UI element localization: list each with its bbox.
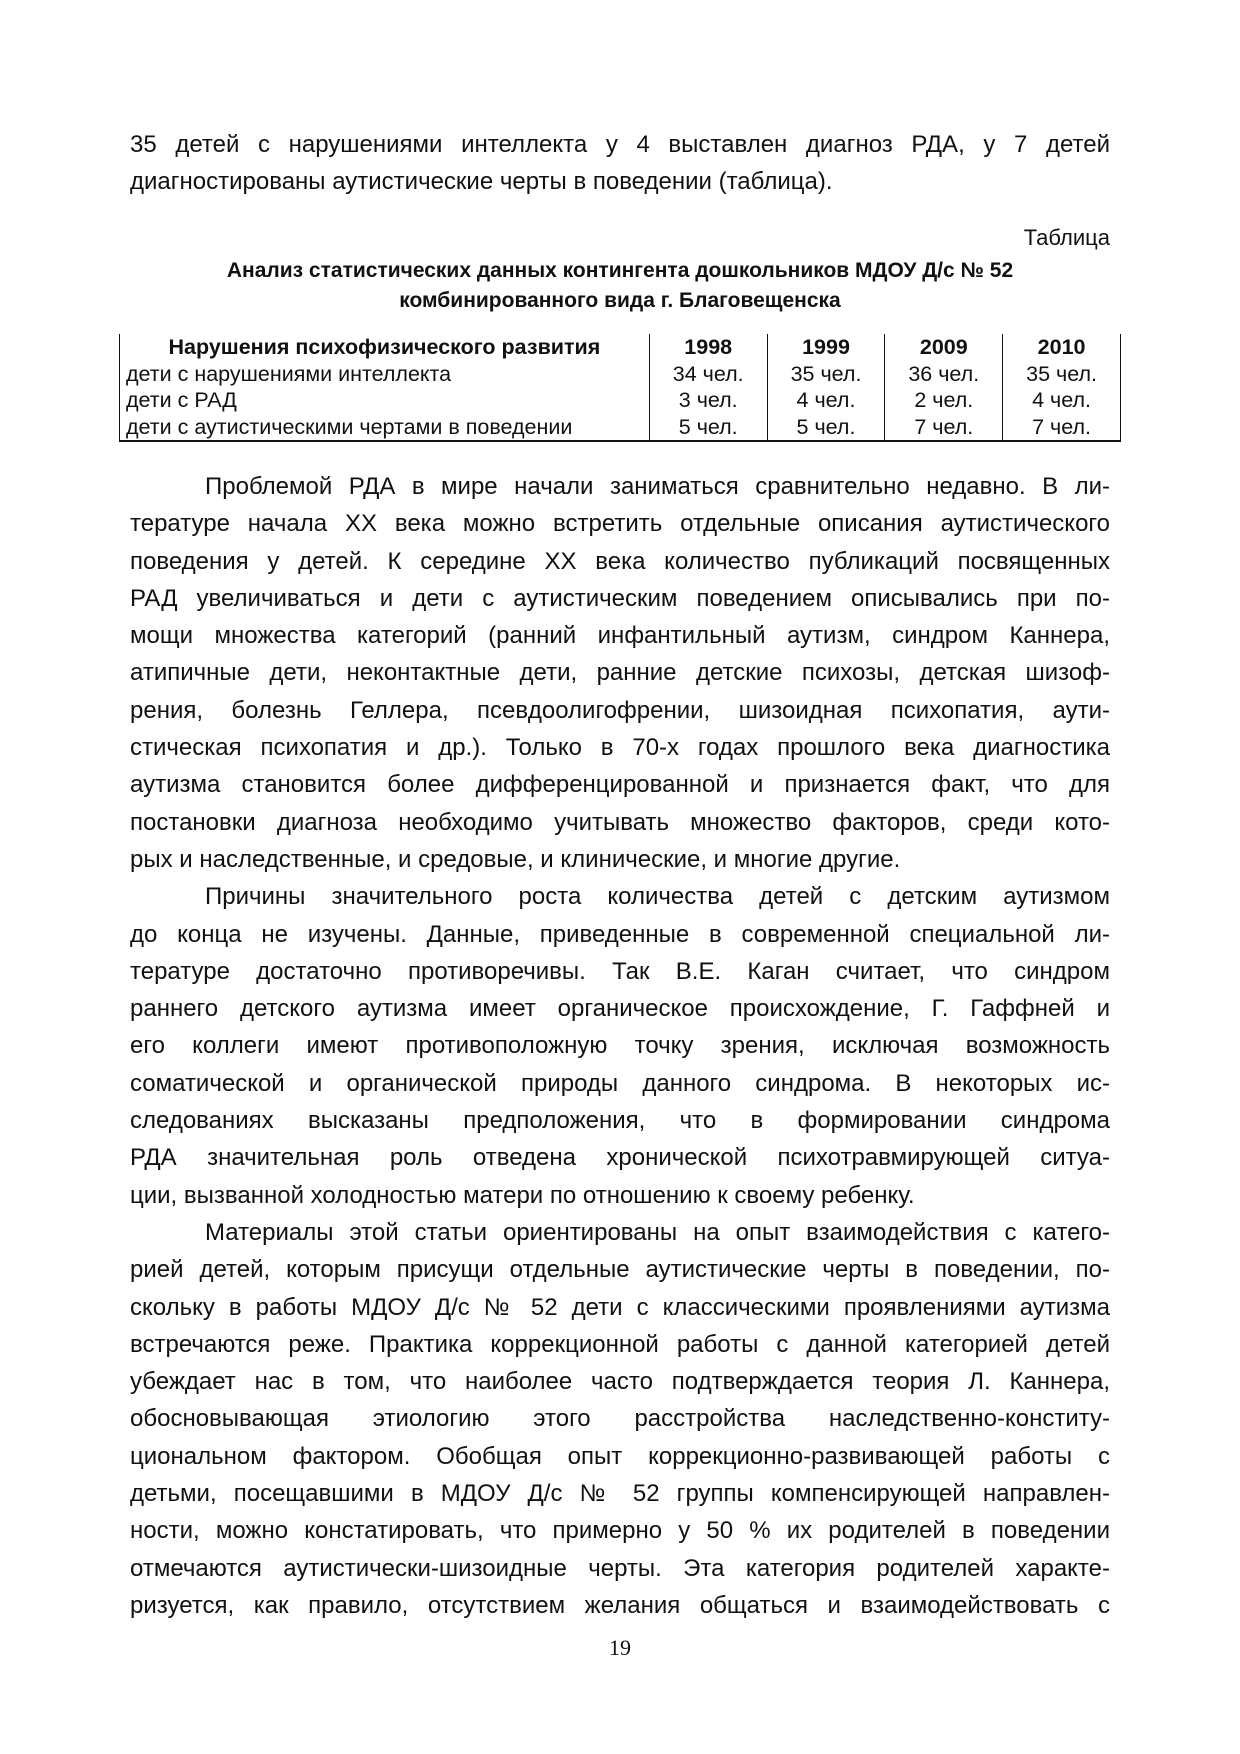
text-line: тературе начала ХХ века можно встретить отдельные описания аутистического: [130, 510, 1110, 538]
text-line: циональном фактором. Обобщая опыт коррекционно-развивающей работы с: [130, 1442, 1110, 1470]
text-line: поведения у детей. К середине ХХ века количество публикаций посвященных: [130, 547, 1110, 575]
cell-value: 36 чел.: [885, 361, 1003, 388]
table-row: [120, 387, 1121, 414]
text-line: следованиях высказаны предположения, что в формировании синдрома: [130, 1107, 1110, 1135]
paragraph: [130, 878, 1110, 1214]
table-header-row: [120, 334, 1121, 361]
text-line: тературе достаточно противоречивы. Так В.Е. Каган считает, что синдром: [130, 957, 1110, 985]
page-number: 19: [609, 1635, 631, 1660]
text-line: обосновывающая этиологию этого расстройства наследственно-конститу-: [130, 1405, 1110, 1433]
text-line: рых и наследственные, и средовые, и клинические, и многие другие.: [130, 845, 901, 873]
intro-paragraph: [130, 126, 1110, 201]
text-line: атипичные дети, неконтактные дети, ранние детские психозы, детская шизоф-: [130, 659, 1110, 687]
text-line: рения, болезнь Геллера, псевдоолигофрении, шизоидная психопатия, аути-: [130, 696, 1110, 724]
text-line: до конца не изучены. Данные, приведенные в современной специальной ли-: [130, 920, 1110, 948]
text-line: убеждает нас в том, что наиболее часто подтверждается теория Л. Каннера,: [130, 1368, 1110, 1396]
text-line: раннего детского аутизма имеет органическое происхождение, Г. Гаффней и: [130, 995, 1110, 1023]
text-line: стическая психопатия и др.). Только в 70-х годах прошлого века диагностика: [130, 734, 1110, 762]
text-line: Проблемой РДА в мире начали заниматься сравнительно недавно. В ли-: [205, 473, 1110, 500]
text-line: аутизма становится более дифференцированной и признается факт, что для: [130, 771, 1110, 799]
row-label: дети с аутистическими чертами в поведении: [120, 414, 650, 442]
header-year: 1999: [767, 334, 885, 361]
text-line: отмечаются аутистически-шизоидные черты. Эта категория родителей характе-: [130, 1554, 1110, 1582]
text-line: встречаются реже. Практика коррекционной работы с данной категорией детей: [130, 1330, 1110, 1358]
cell-value: 35 чел.: [1003, 361, 1121, 388]
header-year: 2010: [1003, 334, 1121, 361]
text-line: постановки диагноза необходимо учитывать множество факторов, среди кото-: [130, 808, 1110, 836]
text-line: его коллеги имеют противоположную точку зрения, исключая возможность: [130, 1032, 1110, 1060]
cell-value: 5 чел.: [649, 414, 767, 442]
header-year: 2009: [885, 334, 1003, 361]
text-line: РДА значительная роль отведена хронической психотравмирующей ситуа-: [130, 1144, 1110, 1172]
text-line: детьми, посещавшими в МДОУ Д/с № 52 группы компенсирующей направлен-: [130, 1480, 1110, 1508]
text-line: ности, можно констатировать, что примерно у 50 % их родителей в поведении: [130, 1517, 1110, 1545]
text-line: соматической и органической природы данного синдрома. В некоторых ис-: [130, 1069, 1110, 1097]
cell-value: 35 чел.: [767, 361, 885, 388]
header-year: 1998: [649, 334, 767, 361]
text-line: Причины значительного роста количества детей с детским аутизмом: [205, 883, 1110, 911]
table-row: [120, 414, 1121, 442]
cell-value: 4 чел.: [1003, 387, 1121, 414]
cell-value: 4 чел.: [767, 387, 885, 414]
cell-value: 7 чел.: [885, 414, 1003, 442]
text-line: Материалы этой статьи ориентированы на опыт взаимодействия с катего-: [205, 1218, 1110, 1246]
table-title-line-2: комбинированного вида г. Благовещенска: [399, 289, 841, 312]
cell-value: 3 чел.: [649, 387, 767, 414]
cell-value: 2 чел.: [885, 387, 1003, 414]
statistics-table: [119, 334, 1121, 442]
row-label: дети с нарушениями интеллекта: [120, 361, 650, 388]
text-line: рией детей, которым присущи отдельные аутистические черты в поведении, по-: [130, 1256, 1110, 1284]
text-line: мощи множества категорий (ранний инфантильный аутизм, синдром Каннера,: [130, 622, 1110, 650]
text-line: ризуется, как правило, отсутствием желания общаться и взаимодействовать с: [130, 1591, 1110, 1619]
cell-value: 34 чел.: [649, 361, 767, 388]
text-line: РАД увеличиваться и дети с аутистическим поведением описывались при по-: [130, 584, 1110, 612]
text-line: диагностированы аутистические черты в поведении (таблица).: [130, 168, 833, 196]
cell-value: 7 чел.: [1003, 414, 1121, 442]
table-title-line-1: Анализ статистических данных контингента дошкольников МДОУ Д/с № 52: [226, 259, 1014, 282]
row-label: дети с РАД: [120, 387, 650, 414]
text-line: скольку в работы МДОУ Д/с № 52 дети с классическими проявлениями аутизма: [130, 1293, 1110, 1321]
body-text: [130, 468, 1110, 1624]
paragraph: [130, 468, 1110, 878]
text-line: 35 детей с нарушениями интеллекта у 4 выставлен диагноз РДА, у 7 детей: [130, 131, 1110, 158]
paragraph: [130, 1214, 1110, 1624]
header-category: Нарушения психофизического развития: [120, 334, 650, 361]
table-caption: Таблица: [1023, 225, 1110, 250]
text-line: ции, вызванной холодностью матери по отношению к своему ребенку.: [130, 1181, 915, 1209]
cell-value: 5 чел.: [767, 414, 885, 442]
table-row: [120, 361, 1121, 388]
